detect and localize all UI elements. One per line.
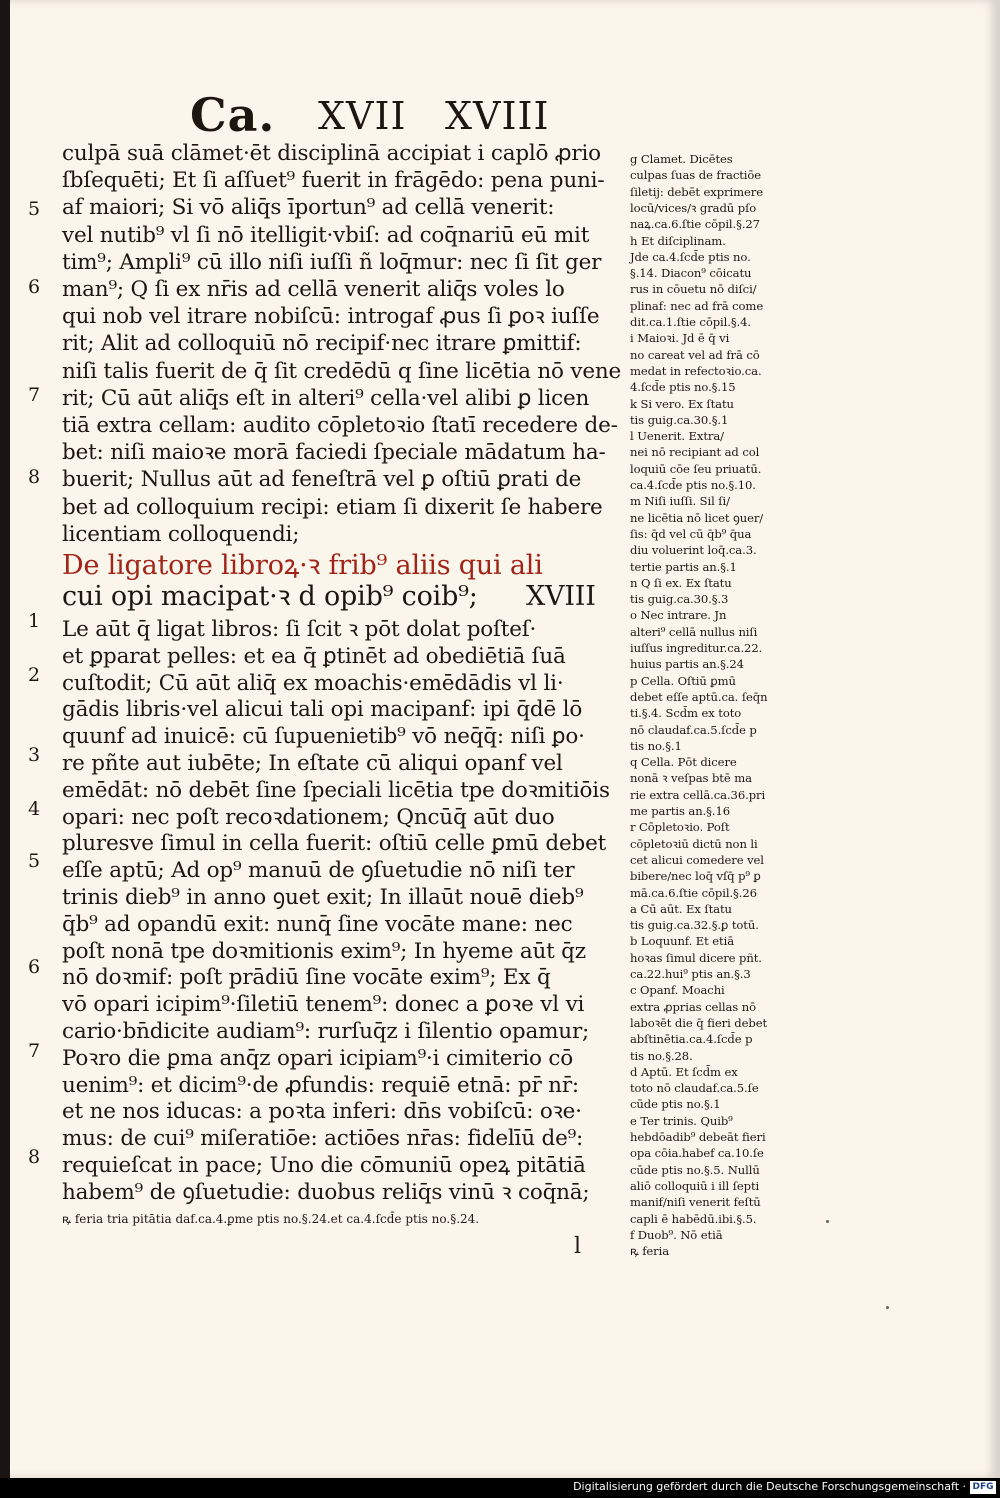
- text-line: opari: nec poſt recoꝛdationem; Qncūq̄ aūt duo: [62, 804, 555, 830]
- commentary-line: hebdōadib⁹ debeāt fieri: [630, 1130, 766, 1144]
- commentary-line: tertie partis an.§.1: [630, 559, 737, 574]
- commentary-line: ca.22.hui⁹ ptis an.§.3: [630, 967, 751, 981]
- footnote: ꝶ feria tria pitātia daf.ca.4.ꝑme ptis no.§.24.et ca.4.ſcd̄e ptis no.§.24.: [62, 1212, 480, 1226]
- commentary-line: ne licētia nō licet ꝯuer/: [630, 510, 764, 525]
- commentary-line: tis guig.ca.30.§.1: [630, 412, 729, 427]
- funding-credit: Digitalisierung gefördert durch die Deutsche Forschungsgemeinschaft ·: [573, 1480, 966, 1493]
- text-line: q̄b⁹ ad opandū exit: nunq̄ ſine vocāte mane: nec: [62, 911, 573, 937]
- commentary-line: rie extra cellā.ca.36.pri: [630, 787, 766, 802]
- margin-number: 8: [28, 466, 41, 488]
- commentary-line: b Loquunf. Et etiā: [630, 934, 735, 949]
- commentary-line: l Uenerit. Extra/: [630, 429, 724, 444]
- commentary-line: no careat vel ad frā cō: [630, 347, 760, 362]
- paper-speck: [886, 1306, 889, 1309]
- text-line: ſbſequēti; Et ſi aſſuet⁹ fuerit in frāgēdo: pena puni-: [62, 168, 605, 194]
- commentary-line: ti.§.4. Scd̄m ex toto: [630, 706, 742, 721]
- commentary-line: p Cella. Oſtiū ꝑmū: [630, 673, 736, 688]
- commentary-line: alteri⁹ cellā nullus niſi: [630, 624, 758, 639]
- commentary-line: laboꝛēt die q̄ fieri debet: [630, 1015, 768, 1030]
- text-line: tiā extra cellam: audito cōpletoꝛio ſtatī recedere de-: [62, 413, 618, 438]
- commentary-line: huius partis an.§.24: [630, 657, 744, 672]
- commentary-line: abſtinētia.ca.4.ſcd̄e p: [630, 1032, 753, 1047]
- commentary-line: a Cū aūt. Ex ſtatu: [630, 901, 732, 916]
- commentary-line: culpas ſuas de fractiōe: [630, 168, 762, 183]
- commentary-line: ſiletij: debēt exprimere: [630, 184, 763, 199]
- commentary-line: d Aptū. Et ſcd̄m ex: [630, 1064, 738, 1079]
- commentary-line: toto nō claudaf.ca.5.ſe: [630, 1081, 759, 1096]
- text-line: poſt nonā tpe doꝛmitionis exim⁹; In hyeme aūt q̄z: [62, 938, 586, 964]
- margin-number: 7: [28, 384, 41, 406]
- margin-number: 6: [28, 956, 41, 978]
- margin-number: 5: [28, 198, 41, 220]
- text-line: man⁹; Q ſi ex nr̄is ad cellā venerit aliq̄s voles lo: [62, 277, 565, 302]
- text-line: rit; Alit ad colloquiū nō recipif·nec itrare ꝑmittif:: [62, 331, 582, 357]
- text-line: culpā suā clāmet·ēt disciplinā accipiat i caplō ꝓrio: [62, 141, 601, 166]
- margin-number: 8: [28, 1146, 41, 1168]
- commentary-line: q Cella. Pōt dicere: [630, 755, 737, 770]
- running-header: [190, 88, 610, 148]
- header-ca: Ca.: [190, 88, 276, 142]
- commentary-line: bibere/nec loq̄ vſq̄ p⁹ ꝑ: [630, 869, 761, 884]
- text-line: cuſtodit; Cū aūt aliq̄ ex moachis·emēdādis vl li·: [62, 670, 564, 696]
- commentary-line: opa cōia.habef ca.10.ſe: [630, 1146, 764, 1161]
- commentary-line: medat in refectoꝛio.ca.: [630, 363, 762, 378]
- header-chapter-17: XVII: [318, 94, 407, 138]
- commentary-line: §.14. Diacon⁹ cōicatu: [630, 266, 752, 281]
- commentary-line: plinaf: nec ad frā come: [630, 298, 764, 313]
- text-line: pluresve ſimul in cella fuerit: oſtiū celle ꝑmū debet: [62, 831, 607, 857]
- commentary-line: tis guig.ca.32.§.ꝑ totū.: [630, 918, 759, 933]
- text-line: licentiam colloquendi;: [62, 521, 300, 547]
- margin-number: 3: [28, 744, 41, 766]
- text-line: re pñte aut iubēte; In eſtate cū aliqui opanf vel: [62, 751, 563, 776]
- text-line: cario·bn̄dicite audiam⁹: rurſuq̄z i ſilentio opamur;: [62, 1019, 590, 1044]
- chapter-heading-number: XVIII: [526, 581, 596, 612]
- text-line: Le aūt q̄ ligat libros: ſi ſcit ꝛ pōt dolat poſteſ·: [62, 617, 537, 642]
- text-line: requieſcat in pace; Uno die cōmuniū opeꝝ pitātiā: [62, 1153, 586, 1178]
- text-line: niſi talis fuerit de q̄ ſit credēdū q ſine licētia nō vene: [62, 358, 622, 384]
- commentary-line: nō claudaf.ca.5.ſcd̄e p: [630, 722, 757, 737]
- commentary-line: tis no.§.1: [630, 738, 682, 753]
- commentary-line: loquiū cōe ſeu priuatū.: [630, 461, 762, 476]
- commentary-line: Jde ca.4.ſcd̄e ptis no.: [630, 249, 751, 264]
- text-line: nō doꝛmif: poſt prādiū ſine vocāte exim⁹; Ex q̄: [62, 965, 551, 991]
- commentary-line: locū/vices/ꝛ gradū pſo: [630, 200, 757, 215]
- text-line: rit; Cū aūt aliq̄s eſt in alteri⁹ cella·vel alibi ꝑ licen: [62, 385, 590, 411]
- margin-number: 7: [28, 1040, 41, 1062]
- text-line: habem⁹ de ꝯſuetudie: duobus reliq̄s vinū ꝛ coq̄nā;: [62, 1179, 590, 1205]
- commentary-line: iuſſus ingreditur.ca.22.: [630, 641, 763, 655]
- text-line: vel nutib⁹ vl ſi nō itelligit·vbiſ: ad coq̄nariū eū mit: [62, 222, 590, 248]
- commentary-line: diu voluerint loq̄.ca.3.: [630, 543, 757, 558]
- commentary-line: h Et diſciplinam.: [630, 233, 726, 248]
- commentary-line: cūde ptis no.§.5. Nullū: [630, 1162, 760, 1177]
- text-line: gādis libris·vel alicui tali opi macipanf: ipi q̄dē lō: [62, 697, 583, 723]
- text-line: bet: niſi maioꝛe morā faciedi ſpeciale mādatum ha-: [62, 440, 606, 466]
- commentary-line: nei nō recipiant ad col: [630, 445, 760, 460]
- commentary-line: hoꝛas ſimul dicere pñt.: [630, 950, 762, 965]
- catchword: l: [574, 1234, 582, 1259]
- commentary-line: f Duob⁹. Nō etiā: [630, 1227, 723, 1242]
- commentary-line: n Q ſi ex. Ex ſtatu: [630, 575, 732, 590]
- commentary-line: tis guig.ca.30.§.3: [630, 592, 729, 607]
- commentary-line: dit.ca.1.ſtie cōpil.§.4.: [630, 315, 751, 329]
- margin-number: 5: [28, 850, 41, 872]
- commentary-line: i Maioꝛi. Jd ē q̄ vi: [630, 331, 730, 346]
- commentary-line: me partis an.§.16: [630, 804, 731, 818]
- commentary-line: ꝶ feria: [630, 1244, 670, 1259]
- text-line: buerit; Nullus aūt ad feneſtrā vel ꝑ oſtiū ꝑrati de: [62, 467, 582, 493]
- page-edge: [0, 0, 10, 1478]
- commentary-line: debet eſſe aptū.ca. ſeq̄n: [630, 689, 768, 704]
- text-line: trinis dieb⁹ in anno ꝯuet exit; In illaūt nouē dieb⁹: [62, 885, 584, 910]
- commentary-line: nonā ꝛ veſpas btē ma: [630, 771, 752, 786]
- paper-speck: [826, 1220, 829, 1223]
- chapter-heading-line: cui opi macipat·ꝛ d opib⁹ coib⁹;: [62, 581, 478, 612]
- text-line: quunf ad inuicē: cū ſupuenietib⁹ vō neq̄q̄: niſi ꝑo·: [62, 724, 585, 750]
- text-line: et ꝑparat pelles: et ea q̄ ꝑtinēt ad obediētiā ſuā: [62, 643, 566, 669]
- commentary-line: rus in cōuetu nō diſci/: [630, 282, 757, 297]
- dfg-logo: DFG: [970, 1481, 996, 1494]
- text-line: qui nob vel itrare nobiſcū: introgaf ꝓus ſi ꝑoꝛ iuſſe: [62, 304, 600, 330]
- text-line: tim⁹; Ampli⁹ cū illo niſi iuſſi ñ loq̄mur: nec ſi ſit ger: [62, 249, 602, 275]
- margin-number: 4: [28, 798, 41, 820]
- text-line: vō opari icipim⁹·ſiletiū tenem⁹: donec a ꝑoꝛe vl vi: [62, 992, 585, 1018]
- commentary-line: 4.ſcd̄e ptis no.§.15: [630, 380, 736, 395]
- commentary-line: extra ꝓprias cellas nō: [630, 999, 756, 1014]
- commentary-line: c Opanf. Moachi: [630, 983, 725, 998]
- text-line: emēdāt: nō debēt ſine ſpeciali licētia tpe doꝛmitiōis: [62, 777, 610, 803]
- text-line: af maiori; Si vō aliq̄s īportun⁹ ad cellā venerit:: [62, 195, 555, 221]
- commentary-line: e Ter trinis. Quib⁹: [630, 1113, 733, 1128]
- commentary-line: g Clamet. Dicētes: [630, 152, 733, 166]
- commentary-line: naꝝ.ca.6.ſtie cōpil.§.27: [630, 217, 760, 232]
- commentary-line: ſis: q̄d vel cū q̄b⁹ q̄ua: [630, 526, 752, 541]
- header-chapter-18: XVIII: [445, 94, 550, 138]
- footer-bar: [0, 1478, 1000, 1498]
- commentary-line: cet alicui comedere vel: [630, 852, 764, 867]
- text-line: bet ad colloquium recipi: etiam ſi dixerit ſe habere: [62, 494, 603, 520]
- commentary-line: o Nec intrare. Jn: [630, 608, 727, 623]
- commentary-line: m Niſi iuſſi. Sil ſi/: [630, 494, 730, 509]
- text-line: et ne nos iducas: a poꝛta inferi: dn̄s vobiſcū: oꝛe·: [62, 1099, 582, 1125]
- margin-number: 1: [28, 610, 41, 632]
- commentary-line: cūde ptis no.§.1: [630, 1097, 721, 1112]
- commentary-line: capli ē habēdū.ibi.§.5.: [630, 1211, 757, 1226]
- commentary-line: mā.ca.6.ſtie cōpil.§.26: [630, 885, 757, 900]
- commentary-line: manif/niſi venerit feſtū: [630, 1195, 761, 1210]
- commentary-line: cōpletoꝛiū dictū non li: [630, 836, 758, 851]
- margin-number: 6: [28, 276, 41, 298]
- chapter-heading-line: De ligatore libroꝝ·ꝛ frib⁹ aliis qui ali: [62, 550, 543, 581]
- margin-number: 2: [28, 664, 41, 686]
- text-line: uenim⁹: et dicim⁹·de ꝓfundis: requiē etnā: pr̄ nr̄:: [62, 1072, 579, 1098]
- text-line: Poꝛro die ꝑma anq̄z opari icipiam⁹·i cimiterio cō: [62, 1045, 574, 1071]
- commentary-line: aliō colloquiū i ill ſepti: [630, 1178, 760, 1193]
- text-line: eſſe aptū; Ad op⁹ manuū de ꝯſuetudie nō niſi ter: [62, 858, 575, 884]
- text-line: mus: de cui⁹ miſeratiōe: actiōes nr̄as: fidelīū de⁹:: [62, 1126, 584, 1152]
- commentary-line: tis no.§.28.: [630, 1048, 693, 1063]
- commentary-line: r Cōpletoꝛio. Poſt: [630, 820, 730, 835]
- commentary-line: k Si vero. Ex ſtatu: [630, 396, 734, 411]
- commentary-line: ca.4.ſcd̄e ptis no.§.10.: [630, 478, 756, 492]
